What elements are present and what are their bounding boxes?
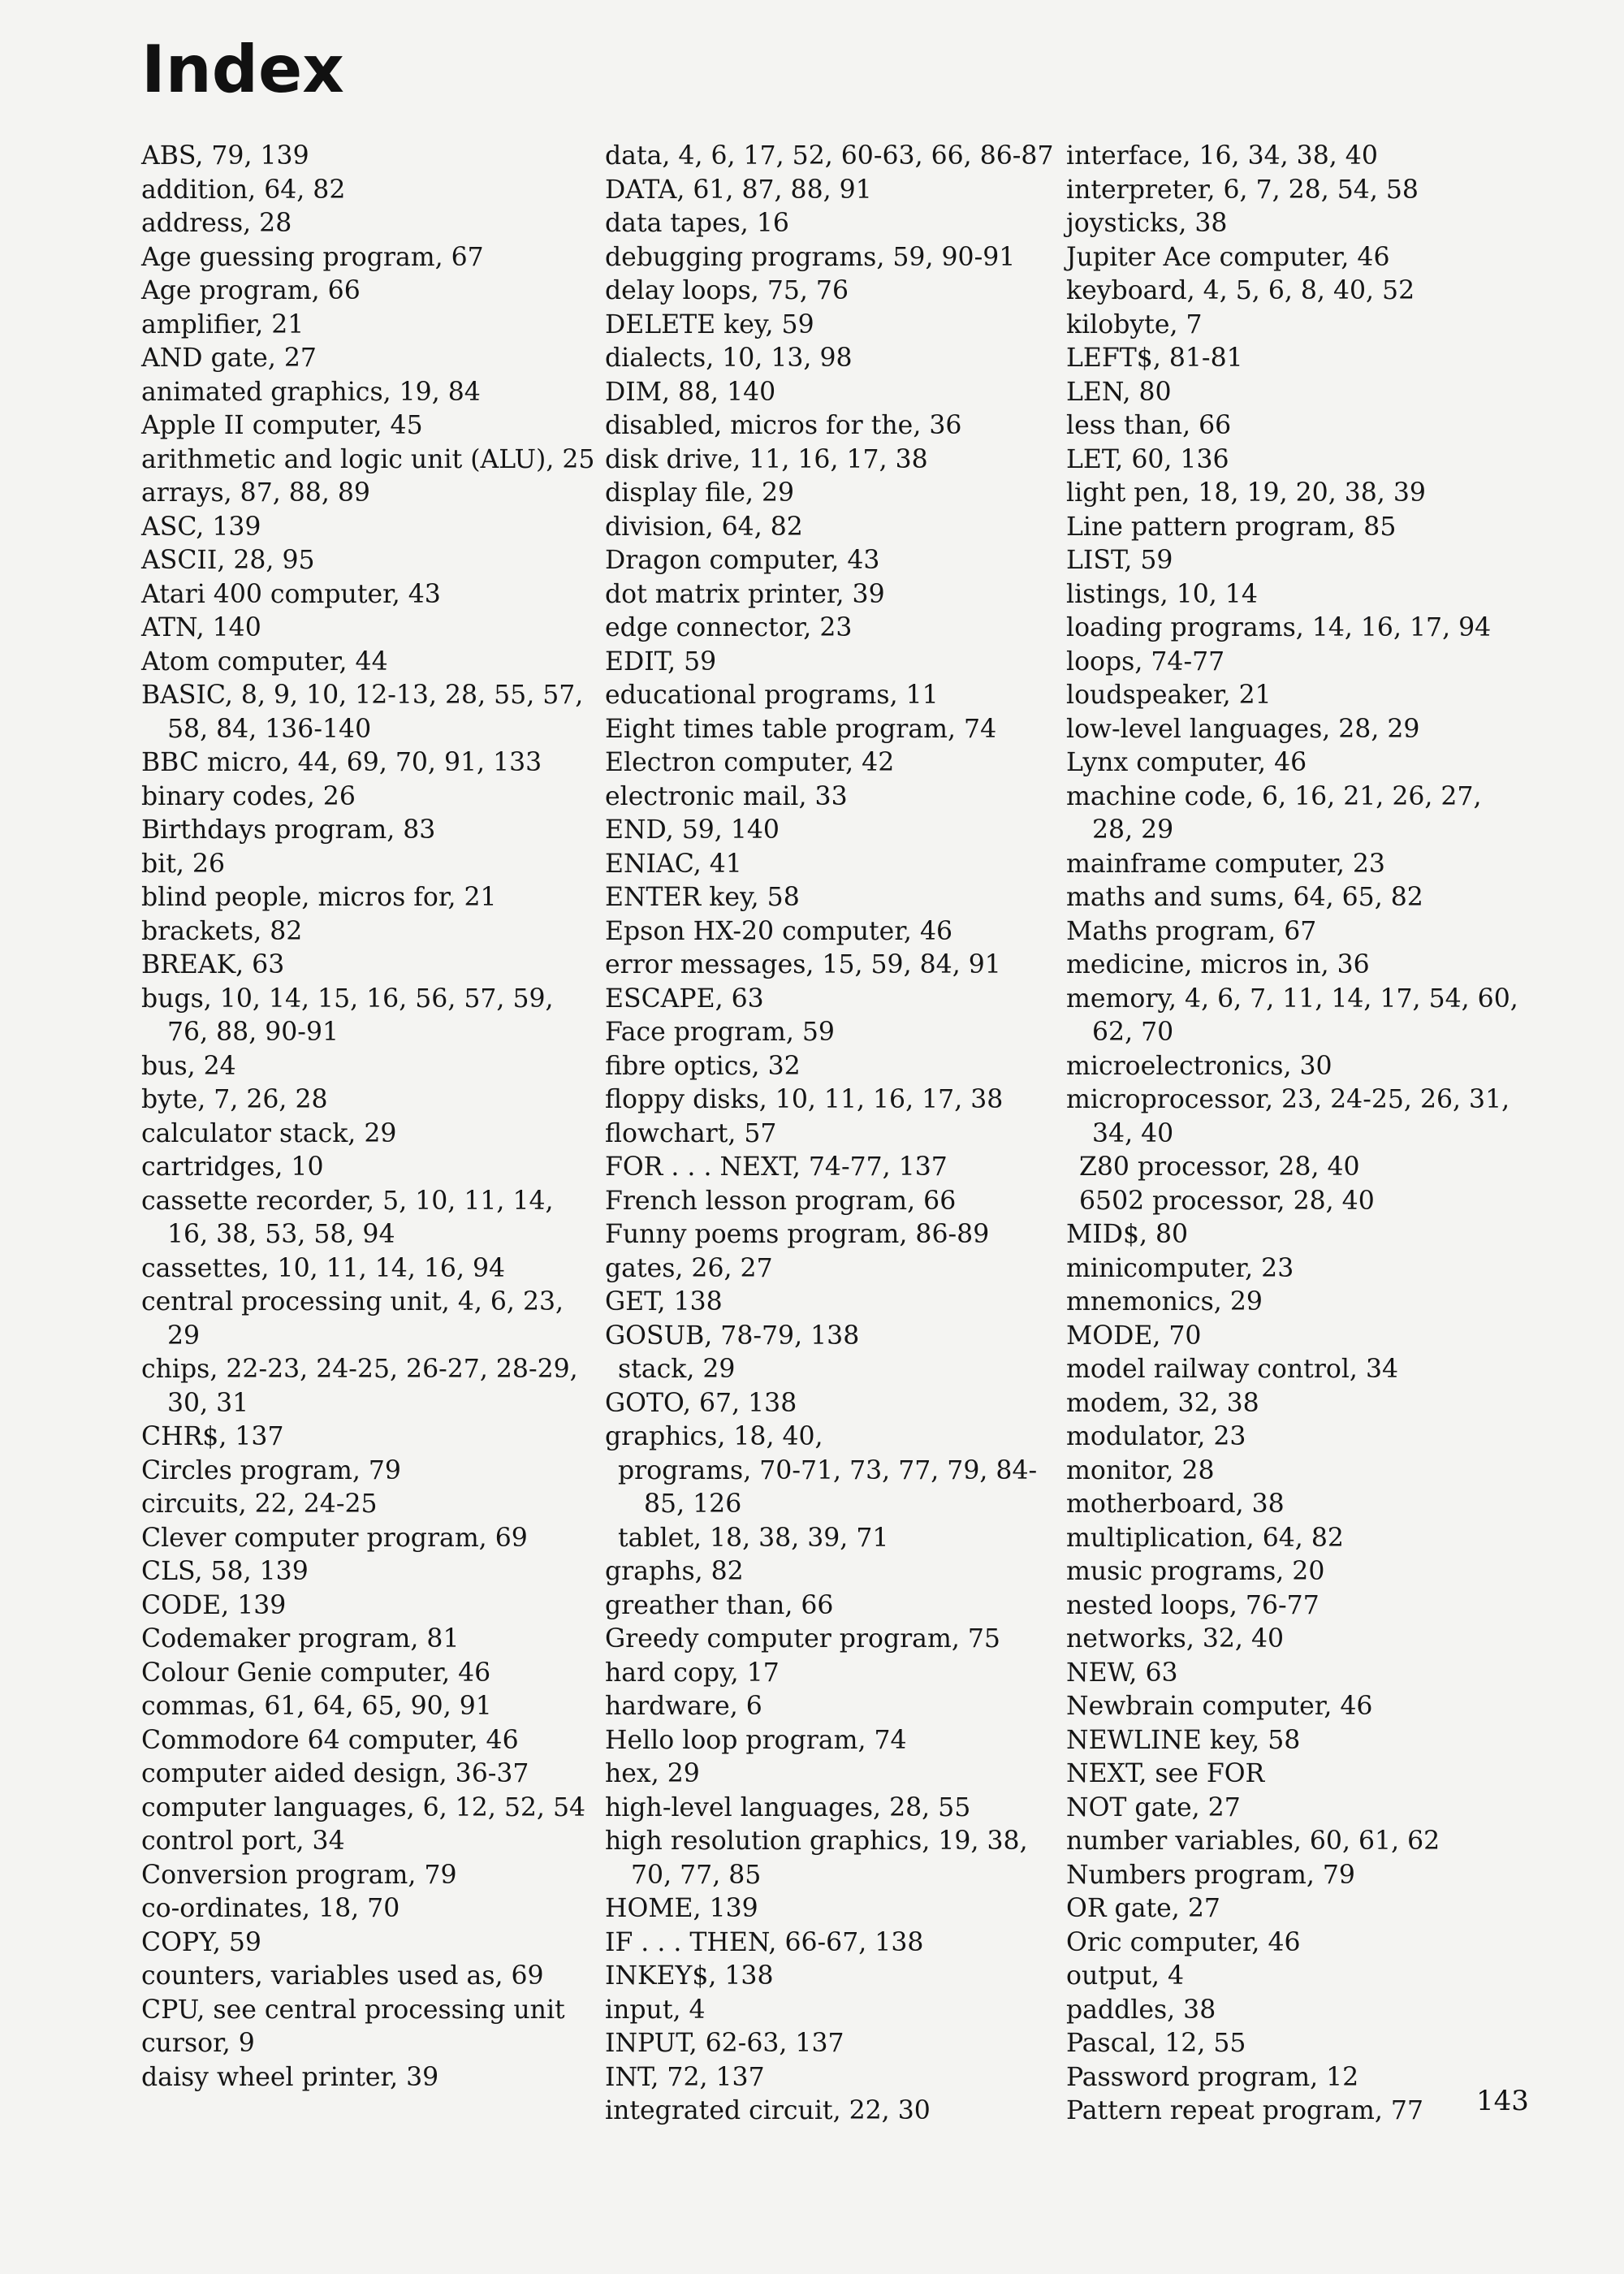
index-entry: LET, 60, 136 [1066, 444, 1229, 474]
index-entry: BREAK, 63 [141, 950, 285, 979]
index-entry: ENTER key, 58 [605, 883, 800, 912]
index-entry: chips, 22-23, 24-25, 26-27, 28-29, 30, 31 [141, 1355, 578, 1418]
index-entry: data tapes, 16 [605, 209, 789, 238]
index-entry: Birthdays program, 83 [141, 815, 436, 845]
index-entry: Age guessing program, 67 [141, 242, 484, 272]
index-entry: Age program, 66 [141, 276, 361, 305]
index-entry: monitor, 28 [1066, 1455, 1215, 1485]
index-entry: NEW, 63 [1066, 1658, 1178, 1688]
index-entry: flowchart, 57 [605, 1118, 777, 1148]
index-entry: French lesson program, 66 [605, 1186, 957, 1216]
index-entry: input, 4 [605, 1995, 706, 2025]
index-entry: arrays, 87, 88, 89 [141, 478, 370, 508]
index-entry: address, 28 [141, 209, 292, 238]
index-entry: circuits, 22, 24-25 [141, 1489, 378, 1519]
index-entry: Password program, 12 [1066, 2062, 1359, 2092]
index-entry: LEN, 80 [1066, 377, 1172, 407]
index-entry: minicomputer, 23 [1066, 1253, 1294, 1283]
index-entry: central processing unit, 4, 6, 23, 29 [141, 1287, 564, 1351]
index-entry: CODE, 139 [141, 1590, 287, 1620]
index-entry: interpreter, 6, 7, 28, 54, 58 [1066, 175, 1419, 205]
index-entry: brackets, 82 [141, 916, 303, 946]
index-entry: Line pattern program, 85 [1066, 512, 1397, 542]
index-entry: Newbrain computer, 46 [1066, 1692, 1373, 1721]
index-entry: disabled, micros for the, 36 [605, 411, 962, 440]
index-entry: Maths program, 67 [1066, 916, 1317, 946]
index-entry: display file, 29 [605, 478, 795, 508]
index-entry: Greedy computer program, 75 [605, 1624, 1000, 1654]
index-entry: bus, 24 [141, 1051, 236, 1081]
index-entry: low-level languages, 28, 29 [1066, 714, 1420, 744]
index-entry: NEXT, see FOR [1066, 1759, 1265, 1788]
index-entry: amplifier, 21 [141, 309, 304, 339]
page-title: Index [141, 32, 344, 107]
index-entry: HOME, 139 [605, 1894, 758, 1923]
index-entry: kilobyte, 7 [1066, 309, 1203, 339]
index-entry: fibre optics, 32 [605, 1051, 801, 1081]
index-entry: Oric computer, 46 [1066, 1927, 1301, 1957]
index-entry: Pattern repeat program, 77 [1066, 2096, 1424, 2125]
index-entry: commas, 61, 64, 65, 90, 91 [141, 1692, 492, 1721]
index-entry: microprocessor, 23, 24-25, 26, 31, 34, 40 [1066, 1085, 1510, 1148]
index-entry: counters, variables used as, 69 [141, 1961, 544, 1991]
index-entry: NOT gate, 27 [1066, 1792, 1241, 1822]
index-entry: DIM, 88, 140 [605, 377, 776, 407]
index-entry: ASCII, 28, 95 [141, 546, 315, 575]
index-entry: DATA, 61, 87, 88, 91 [605, 175, 872, 205]
index-entry: BBC micro, 44, 69, 70, 91, 133 [141, 748, 542, 777]
index-entry: graphics, 18, 40, [605, 1422, 823, 1451]
index-entry: loading programs, 14, 16, 17, 94 [1066, 613, 1492, 642]
index-entry: bit, 26 [141, 849, 226, 879]
index-entry: error messages, 15, 59, 84, 91 [605, 950, 1001, 979]
index-entry: Lynx computer, 46 [1066, 748, 1307, 777]
index-entry: educational programs, 11 [605, 681, 939, 710]
index-entry: blind people, micros for, 21 [141, 883, 497, 912]
index-entry: memory, 4, 6, 7, 11, 14, 17, 54, 60, 62, 70 [1066, 984, 1518, 1047]
index-entry: maths and sums, 64, 65, 82 [1066, 883, 1423, 912]
index-entry: hex, 29 [605, 1759, 700, 1788]
index-entry: modem, 32, 38 [1066, 1388, 1259, 1418]
index-entry: disk drive, 11, 16, 17, 38 [605, 444, 928, 474]
index-entry: loops, 74-77 [1066, 646, 1225, 677]
index-entry: graphs, 82 [605, 1557, 744, 1586]
index-entry: dot matrix printer, 39 [605, 579, 885, 609]
index-entry: NEWLINE key, 58 [1066, 1725, 1301, 1755]
index-column-3 [1066, 140, 1521, 2129]
index-entry: MODE, 70 [1066, 1321, 1202, 1351]
index-entry: keyboard, 4, 5, 6, 8, 40, 52 [1066, 276, 1415, 305]
index-entry: Face program, 59 [605, 1018, 835, 1047]
index-entry: debugging programs, 59, 90-91 [605, 242, 1016, 272]
index-entry: integrated circuit, 22, 30 [605, 2096, 931, 2125]
index-entry: Atari 400 computer, 43 [141, 579, 441, 609]
index-entry: ESCAPE, 63 [605, 984, 764, 1014]
index-entry: ASC, 139 [141, 512, 261, 542]
index-entry: listings, 10, 14 [1066, 579, 1258, 609]
index-entry: Codemaker program, 81 [141, 1624, 460, 1654]
index-entry: Conversion program, 79 [141, 1860, 457, 1890]
index-entry: microelectronics, 30 [1066, 1051, 1332, 1081]
index-entry: delay loops, 75, 76 [605, 276, 849, 305]
index-entry: edge connector, 23 [605, 613, 853, 642]
index-entry: CPU, see central processing unit [141, 1995, 565, 2025]
index-entry: loudspeaker, 21 [1066, 681, 1272, 710]
index-entry: number variables, 60, 61, 62 [1066, 1827, 1440, 1856]
index-entry: Clever computer program, 69 [141, 1523, 528, 1553]
index-entry: programs, 70-71, 73, 77, 79, 84-85, 126 [618, 1455, 1038, 1519]
index-entry: cassette recorder, 5, 10, 11, 14, 16, 38, 53, 58, 94 [141, 1186, 554, 1249]
index-entry: CLS, 58, 139 [141, 1557, 309, 1586]
index-entry: Jupiter Ace computer, 46 [1066, 242, 1390, 272]
index-entry: 6502 processor, 28, 40 [1079, 1186, 1375, 1216]
index-entry: light pen, 18, 19, 20, 38, 39 [1066, 478, 1426, 508]
index-entry: joysticks, 38 [1066, 209, 1228, 238]
index-entry: DELETE key, 59 [605, 309, 814, 339]
index-entry: INT, 72, 137 [605, 2062, 765, 2092]
index-entry: cursor, 9 [141, 2029, 255, 2058]
index-entry: paddles, 38 [1066, 1995, 1216, 2025]
page-number: 143 [1476, 2085, 1529, 2117]
index-entry: medicine, micros in, 36 [1066, 950, 1370, 979]
index-entry: networks, 32, 40 [1066, 1624, 1285, 1654]
index-entry: OR gate, 27 [1066, 1894, 1220, 1923]
index-entry: output, 4 [1066, 1961, 1185, 1991]
index-entry: animated graphics, 19, 84 [141, 377, 481, 407]
index-entry: Dragon computer, 43 [605, 546, 880, 575]
index-entry: division, 64, 82 [605, 512, 803, 542]
index-entry: computer languages, 6, 12, 52, 54 [141, 1792, 586, 1822]
index-entry: computer aided design, 36-37 [141, 1759, 529, 1788]
index-entry: LEFT$, 81-81 [1066, 344, 1243, 373]
index-entry: floppy disks, 10, 11, 16, 17, 38 [605, 1085, 1004, 1114]
index-entry: addition, 64, 82 [141, 175, 346, 205]
index-entry: Numbers program, 79 [1066, 1860, 1355, 1890]
index-entry: hard copy, 17 [605, 1658, 780, 1688]
index-entry: EDIT, 59 [605, 646, 717, 677]
index-entry: INKEY$, 138 [605, 1961, 774, 1991]
index-entry: machine code, 6, 16, 21, 26, 27, 28, 29 [1066, 781, 1482, 845]
index-entry: model railway control, 34 [1066, 1355, 1399, 1384]
index-entry: bugs, 10, 14, 15, 16, 56, 57, 59, 76, 88, 90-91 [141, 984, 554, 1047]
index-entry: Apple II computer, 45 [141, 411, 423, 440]
index-entry: cassettes, 10, 11, 14, 16, 94 [141, 1253, 506, 1283]
index-entry: high-level languages, 28, 55 [605, 1792, 971, 1822]
index-entry: nested loops, 76-77 [1066, 1590, 1320, 1620]
index-entry: modulator, 23 [1066, 1422, 1246, 1451]
index-entry: GOTO, 67, 138 [605, 1388, 797, 1418]
index-entry: data, 4, 6, 17, 52, 60-63, 66, 86-87 [605, 141, 1054, 171]
index-entry: dialects, 10, 13, 98 [605, 344, 853, 373]
index-entry: AND gate, 27 [141, 344, 317, 373]
index-entry: ENIAC, 41 [605, 849, 742, 879]
index-entry: Atom computer, 44 [141, 646, 388, 677]
index-entry: mainframe computer, 23 [1066, 849, 1385, 879]
index-entry: INPUT, 62-63, 137 [605, 2029, 844, 2058]
index-entry: Hello loop program, 74 [605, 1725, 907, 1755]
index-entry: cartridges, 10 [141, 1152, 324, 1182]
index-entry: Eight times table program, 74 [605, 714, 997, 744]
index-entry: CHR$, 137 [141, 1422, 284, 1451]
index-entry: byte, 7, 26, 28 [141, 1085, 328, 1114]
index-entry: motherboard, 38 [1066, 1489, 1285, 1519]
index-column-1 [141, 140, 596, 2095]
index-entry: Epson HX-20 computer, 46 [605, 916, 953, 946]
index-entry: stack, 29 [618, 1355, 736, 1384]
index-entry: interface, 16, 34, 38, 40 [1066, 141, 1378, 171]
index-entry: GET, 138 [605, 1287, 723, 1316]
index-entry: electronic mail, 33 [605, 781, 848, 811]
index-entry: IF . . . THEN, 66-67, 138 [605, 1927, 924, 1957]
index-entry: gates, 26, 27 [605, 1253, 773, 1283]
index-entry: control port, 34 [141, 1827, 345, 1856]
index-entry: LIST, 59 [1066, 546, 1173, 575]
index-entry: multiplication, 64, 82 [1066, 1523, 1344, 1553]
index-entry: greather than, 66 [605, 1590, 834, 1620]
index-entry: music programs, 20 [1066, 1557, 1325, 1586]
index-entry: daisy wheel printer, 39 [141, 2062, 439, 2092]
index-entry: hardware, 6 [605, 1692, 762, 1721]
index-entry: Electron computer, 42 [605, 748, 895, 777]
index-entry: FOR . . . NEXT, 74-77, 137 [605, 1152, 948, 1182]
index-entry: Pascal, 12, 55 [1066, 2029, 1246, 2058]
index-entry: high resolution graphics, 19, 38, 70, 77, 85 [605, 1827, 1028, 1890]
index-entry: arithmetic and logic unit (ALU), 25 [141, 444, 595, 474]
index-entry: calculator stack, 29 [141, 1118, 397, 1148]
index-entry: co-ordinates, 18, 70 [141, 1894, 400, 1923]
index-entry: Colour Genie computer, 46 [141, 1658, 491, 1688]
index-entry: ABS, 79, 139 [141, 141, 309, 171]
index-entry: binary codes, 26 [141, 781, 356, 811]
index-entry: Funny poems program, 86-89 [605, 1220, 990, 1249]
index-entry: BASIC, 8, 9, 10, 12-13, 28, 55, 57, 58, 84, 136-140 [141, 681, 584, 744]
index-entry: Circles program, 79 [141, 1455, 401, 1485]
index-entry: Z80 processor, 28, 40 [1079, 1152, 1360, 1182]
index-entry: less than, 66 [1066, 411, 1232, 440]
index-entry: GOSUB, 78-79, 138 [605, 1321, 860, 1351]
index-entry: Commodore 64 computer, 46 [141, 1725, 519, 1755]
index-entry: ATN, 140 [141, 613, 261, 642]
index-entry: COPY, 59 [141, 1927, 261, 1957]
index-entry: tablet, 18, 38, 39, 71 [618, 1523, 889, 1553]
index-column-2 [605, 140, 1060, 2129]
index-entry: END, 59, 140 [605, 815, 780, 845]
index-entry: mnemonics, 29 [1066, 1287, 1263, 1316]
index-entry: MID$, 80 [1066, 1220, 1189, 1249]
